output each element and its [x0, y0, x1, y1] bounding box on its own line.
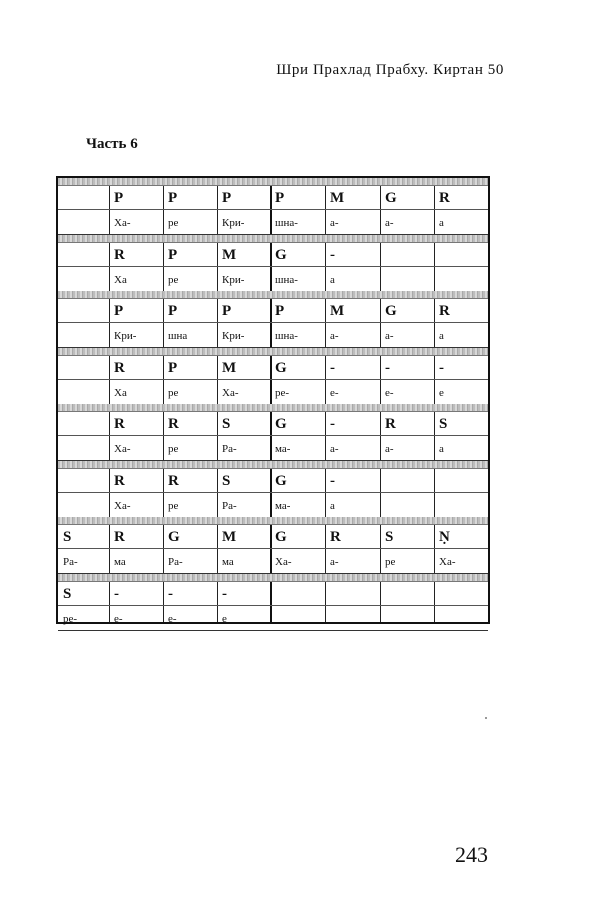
note-cell	[380, 468, 434, 492]
note-cell: P	[114, 303, 124, 319]
note-cell	[270, 581, 325, 605]
note-cell: R	[168, 473, 179, 489]
note-cell: M	[222, 529, 237, 545]
syllable-cell	[434, 267, 490, 291]
note-cell: G	[275, 529, 287, 545]
syllable-cell: а-	[330, 330, 339, 342]
note-cell: -	[385, 360, 390, 376]
section-title: Часть 6	[86, 136, 138, 152]
syllable-row	[58, 323, 488, 348]
syllable-cell: Кри-	[222, 274, 245, 286]
note-cell: -	[222, 586, 227, 602]
syllable-cell	[270, 606, 325, 630]
syllable-cell	[325, 606, 380, 630]
syllable-cell	[58, 267, 109, 291]
note-cell	[58, 242, 109, 266]
notation-block	[58, 348, 488, 405]
syllable-cell: Ра-	[222, 443, 237, 455]
syllable-cell: шна-	[275, 217, 298, 229]
note-cell: R	[114, 529, 125, 545]
syllable-cell: шна-	[275, 330, 298, 342]
note-cell: G	[168, 529, 180, 545]
syllable-cell	[380, 267, 434, 291]
syllable-cell: ре	[168, 443, 179, 455]
syllable-cell: ре	[168, 387, 179, 399]
syllable-cell: е-	[114, 613, 123, 625]
note-cell: R	[114, 247, 125, 263]
syllable-cell: а	[330, 274, 335, 286]
notation-block	[58, 461, 488, 518]
syllable-cell: Кри-	[222, 330, 245, 342]
note-cell: -	[168, 586, 173, 602]
syllable-cell: Ха	[114, 387, 127, 399]
syllable-cell	[380, 606, 434, 630]
syllable-cell: а-	[385, 217, 394, 229]
notation-block	[58, 235, 488, 292]
syllable-cell: ре	[168, 274, 179, 286]
note-cell: -	[330, 247, 335, 263]
note-cell: S	[385, 529, 394, 545]
syllable-cell: Ха-	[114, 500, 131, 512]
note-cell: G	[275, 247, 287, 263]
note-cell	[58, 355, 109, 379]
syllable-cell: ма	[114, 556, 126, 568]
note-cell	[58, 185, 109, 209]
note-cell: S	[63, 529, 72, 545]
scan-speck	[485, 717, 487, 719]
syllable-cell: шна-	[275, 274, 298, 286]
syllable-cell	[434, 606, 490, 630]
syllable-cell: Ха-	[114, 217, 131, 229]
note-cell	[58, 298, 109, 322]
syllable-cell: е-	[330, 387, 339, 399]
note-row	[58, 298, 488, 323]
syllable-cell: е-	[385, 387, 394, 399]
syllable-cell: Ра-	[222, 500, 237, 512]
note-cell: G	[385, 303, 397, 319]
syllable-cell: ре	[168, 500, 179, 512]
note-cell: M	[330, 190, 345, 206]
syllable-cell: а-	[330, 556, 339, 568]
syllable-cell: Ха	[114, 274, 127, 286]
syllable-cell	[434, 493, 490, 517]
syllable-cell: Кри-	[222, 217, 245, 229]
note-row	[58, 411, 488, 436]
note-cell: P	[168, 190, 178, 206]
syllable-row	[58, 436, 488, 461]
syllable-cell: а	[439, 330, 444, 342]
note-cell: S	[63, 586, 72, 602]
note-cell	[434, 581, 490, 605]
note-cell: R	[439, 190, 450, 206]
syllable-cell: ре	[385, 556, 396, 568]
note-row	[58, 242, 488, 267]
running-header: Шри Прахлад Прабху. Киртан 50	[276, 62, 504, 78]
note-cell: M	[222, 360, 237, 376]
note-cell: R	[330, 529, 341, 545]
note-cell	[434, 242, 490, 266]
note-cell: P	[222, 190, 232, 206]
syllable-cell	[380, 493, 434, 517]
notation-block	[58, 291, 488, 348]
note-cell: P	[168, 303, 178, 319]
note-cell: -	[330, 416, 335, 432]
syllable-cell: ре-	[63, 613, 78, 625]
note-cell: P	[275, 303, 285, 319]
syllable-row	[58, 606, 488, 631]
syllable-cell: Ха-	[275, 556, 292, 568]
syllable-cell: Ха-	[222, 387, 239, 399]
syllable-cell: а	[330, 500, 335, 512]
note-cell: -	[330, 473, 335, 489]
note-row	[58, 581, 488, 606]
syllable-cell: ре-	[275, 387, 290, 399]
syllable-cell: а-	[385, 330, 394, 342]
note-row	[58, 524, 488, 549]
syllable-cell: а-	[330, 443, 339, 455]
syllable-cell: ма	[222, 556, 234, 568]
note-cell: G	[275, 416, 287, 432]
note-row	[58, 185, 488, 210]
note-cell	[325, 581, 380, 605]
syllable-cell	[58, 436, 109, 460]
syllable-cell: а-	[385, 443, 394, 455]
syllable-cell: е	[439, 387, 444, 399]
notation-table	[56, 176, 490, 624]
syllable-cell: а	[439, 217, 444, 229]
note-cell: -	[439, 360, 444, 376]
note-cell: G	[385, 190, 397, 206]
notation-block	[58, 517, 488, 574]
syllable-row	[58, 267, 488, 292]
note-cell: S	[222, 473, 231, 489]
syllable-cell: Ха-	[439, 556, 456, 568]
syllable-cell: Ра-	[63, 556, 78, 568]
note-cell: M	[330, 303, 345, 319]
syllable-cell: ре	[168, 217, 179, 229]
page-number: 243	[455, 842, 488, 867]
note-cell: Ṇ	[439, 529, 450, 545]
note-cell: R	[439, 303, 450, 319]
note-cell	[58, 411, 109, 435]
note-row	[58, 355, 488, 380]
syllable-cell: ма-	[275, 443, 291, 455]
note-cell: S	[439, 416, 448, 432]
note-cell: S	[222, 416, 231, 432]
syllable-cell	[58, 380, 109, 404]
note-cell: G	[275, 473, 287, 489]
syllable-cell: а-	[330, 217, 339, 229]
syllable-cell: Кри-	[114, 330, 137, 342]
note-cell: -	[114, 586, 119, 602]
syllable-row	[58, 493, 488, 518]
note-row	[58, 468, 488, 493]
notation-block	[58, 574, 488, 631]
syllable-cell: е	[222, 613, 227, 625]
notation-block	[58, 178, 488, 235]
note-cell: -	[330, 360, 335, 376]
syllable-row	[58, 210, 488, 235]
note-cell: P	[222, 303, 232, 319]
syllable-row	[58, 380, 488, 405]
syllable-cell	[58, 493, 109, 517]
note-cell	[380, 581, 434, 605]
syllable-cell: ма-	[275, 500, 291, 512]
note-cell: R	[114, 360, 125, 376]
note-cell: R	[114, 416, 125, 432]
note-cell: R	[114, 473, 125, 489]
notation-block	[58, 404, 488, 461]
note-cell: M	[222, 247, 237, 263]
note-cell: P	[168, 247, 178, 263]
syllable-cell: шна	[168, 330, 188, 342]
note-cell	[380, 242, 434, 266]
note-cell: P	[275, 190, 285, 206]
syllable-cell: Ха-	[114, 443, 131, 455]
note-cell: P	[114, 190, 124, 206]
syllable-cell: е-	[168, 613, 177, 625]
note-cell: R	[168, 416, 179, 432]
syllable-cell	[58, 210, 109, 234]
note-cell	[58, 468, 109, 492]
note-cell: P	[168, 360, 178, 376]
note-cell: G	[275, 360, 287, 376]
note-cell: R	[385, 416, 396, 432]
syllable-row	[58, 549, 488, 574]
syllable-cell: Ра-	[168, 556, 183, 568]
syllable-cell	[58, 323, 109, 347]
syllable-cell: а	[439, 443, 444, 455]
note-cell	[434, 468, 490, 492]
